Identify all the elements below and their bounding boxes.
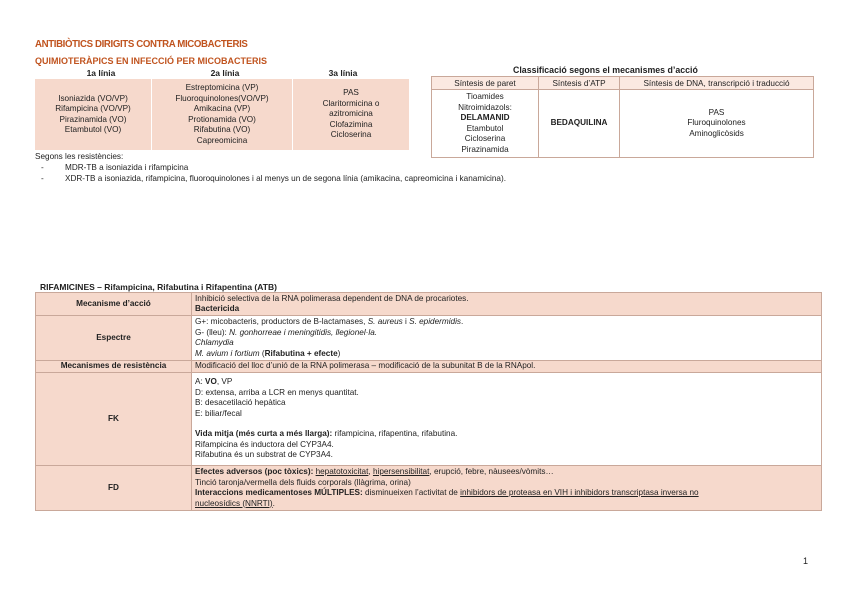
third-line-cell — [293, 79, 410, 150]
note-text: MDR-TB a isoniazida i rifampicina — [65, 163, 189, 172]
text-span: , — [368, 467, 373, 476]
text-span: hepatotoxicitat — [315, 467, 369, 476]
section-subtitle: QUIMIOTERÀPICS EN INFECCIÓ PER MICOBACTERIS — [35, 56, 268, 66]
page-number: 1 — [803, 556, 809, 566]
list-item: Tioamides — [466, 92, 504, 101]
list-item: Etambutol — [466, 123, 504, 133]
list-item: PAS — [708, 107, 725, 117]
atp-synthesis-cell: BEDAQUILINA — [539, 90, 620, 158]
text-span: . — [272, 498, 275, 508]
text-line: Rifampicina és inductora del CYP3A4. — [194, 439, 334, 449]
text-span: VO — [205, 377, 217, 387]
row-value: Modificació del lloc d’unió de la RNA polimerasa – modificació de la subunitat B de la RNApol. — [191, 361, 821, 373]
text-span: ( — [259, 348, 265, 358]
text-span: Interaccions medicamentoses MÚLTIPLES: — [194, 488, 363, 497]
classification-table — [431, 76, 814, 158]
row-value — [191, 466, 821, 511]
notes-intro: Segons les resistències: — [35, 152, 124, 161]
text-span: A: — [194, 377, 205, 387]
header-second-line: 2a línia — [210, 68, 240, 78]
text-line — [195, 467, 818, 478]
document-title: ANTIBIÒTICS DIRIGITS CONTRA MICOBACTERIS — [35, 38, 248, 50]
column-header: Síntesis de DNA, transcripció i traducció — [620, 77, 814, 90]
text-line: D: extensa, arriba a LCR en menys quantitat. — [194, 387, 359, 397]
treatment-lines-table — [35, 79, 409, 150]
text-line: Chlamydia — [194, 338, 234, 347]
text-span: rifampicina, rifapentina, rifabutina. — [332, 429, 458, 439]
text-line — [195, 377, 818, 388]
text-span: disminueixen l’activitat de — [362, 488, 461, 497]
list-item: Nitroimidazols: — [458, 102, 512, 112]
text-span: i — [402, 317, 410, 326]
text-span: ) — [337, 348, 341, 358]
text-span: , VP — [216, 377, 233, 387]
list-item: Clofazimina — [329, 119, 373, 129]
resistance-notes — [35, 151, 506, 184]
text-span: hipersensibilitat — [372, 467, 430, 476]
text-line — [195, 429, 818, 440]
text-span: S. epidermidis — [409, 317, 461, 326]
text-line — [195, 499, 818, 510]
text-span: S. aureus — [367, 317, 403, 326]
cell-wall-synthesis-cell — [432, 90, 539, 158]
header-first-line: 1a línia — [86, 68, 116, 78]
text-span: Rifabutina + efecte — [264, 348, 338, 358]
text-span: G- (lleu): — [194, 327, 230, 337]
text-span: , erupció, febre, nàusees/vòmits… — [429, 467, 554, 476]
list-item: Amikacina (VP) — [193, 104, 251, 113]
list-item: Isoniazida (VO/VP) — [58, 93, 128, 103]
text-span: G+: micobacteris, productors de B-lactamases, — [194, 317, 368, 326]
list-item: Fluoroquinolones(VO/VP) — [175, 93, 269, 103]
row-value — [191, 373, 821, 466]
list-item: Protionamida (VO) — [188, 114, 256, 124]
list-item: Fluroquinolones — [687, 118, 746, 128]
column-header: Síntesis d’ATP — [539, 77, 620, 90]
row-value — [191, 316, 821, 361]
row-label: FK — [36, 373, 192, 466]
list-item: DELAMANID — [460, 113, 510, 122]
row-label: Mecanisme d’acció — [36, 293, 192, 316]
list-item — [35, 162, 506, 173]
text-span: inhibidors de proteasa en VIH i inhibidors transcriptasa inversa no — [460, 488, 699, 497]
text-line: Bactericida — [194, 304, 240, 313]
row-label: Espectre — [36, 316, 192, 361]
list-item: Pirazinamida — [461, 144, 509, 154]
first-line-cell — [35, 79, 152, 150]
list-item: Rifabutina (VO) — [193, 125, 251, 134]
list-item: Capreomicina — [196, 135, 248, 145]
second-line-cell — [152, 79, 293, 150]
text-span: Efectes adversos (poc tòxics): — [194, 467, 314, 476]
list-item: Cicloserina — [464, 134, 506, 143]
list-item: Etambutol (VO) — [64, 125, 122, 134]
text-line — [195, 349, 818, 360]
text-line — [195, 317, 818, 328]
list-item: Pirazinamida (VO) — [59, 114, 127, 124]
classification-title: Classificació segons el mecanismes d’acció — [513, 65, 698, 75]
text-line: Inhibició selectiva de la RNA polimerasa dependent de DNA de procariotes. — [194, 293, 469, 303]
text-span: nucleosídics (NNRTI) — [194, 498, 273, 508]
list-item: Claritormicina o — [322, 98, 380, 108]
text-line: E: biliar/fecal — [194, 408, 242, 418]
text-span: M. avium i fortium — [194, 348, 260, 358]
list-item: Aminoglicòsids — [689, 128, 744, 138]
list-item: azitromicina — [329, 109, 373, 119]
text-line: B: desacetilació hepàtica — [194, 398, 286, 408]
dash-bullet: - — [41, 174, 44, 183]
row-label: Mecanismes de resistència — [36, 361, 192, 373]
text-span: . — [461, 317, 464, 326]
rifamicines-title: RIFAMICINES – Rifampicina, Rifabutina i Rifapentina (ATB) — [40, 282, 277, 292]
rifamicines-table — [35, 292, 822, 511]
text-line: Tinció taronja/vermella dels fluids corporals (llàgrima, orina) — [194, 477, 411, 487]
column-header: Síntesis de paret — [432, 77, 539, 90]
list-item: PAS — [343, 88, 359, 98]
text-span: N. gonhorreae i meningitidis, llegionel·la. — [229, 327, 378, 337]
dna-synthesis-cell — [620, 90, 814, 158]
row-label: FD — [36, 466, 192, 511]
header-third-line: 3a línia — [328, 68, 358, 78]
text-line — [195, 328, 818, 339]
list-item: Cicloserina — [330, 130, 372, 140]
list-item: Estreptomicina (VP) — [185, 83, 259, 92]
dash-bullet: - — [41, 163, 44, 172]
text-line: Rifabutina és un substrat de CYP3A4. — [194, 450, 333, 460]
text-line — [195, 488, 818, 499]
text-span: Vida mitja (més curta a més llarga): — [194, 429, 333, 439]
note-text: XDR-TB a isoniazida, rifampicina, fluoroquinolones i al menys un de segona línia (amikacina, capreomicina i kanamicina). — [65, 174, 506, 183]
row-value — [191, 293, 821, 316]
list-item — [35, 173, 506, 184]
list-item: Rifampicina (VO/VP) — [55, 104, 131, 113]
